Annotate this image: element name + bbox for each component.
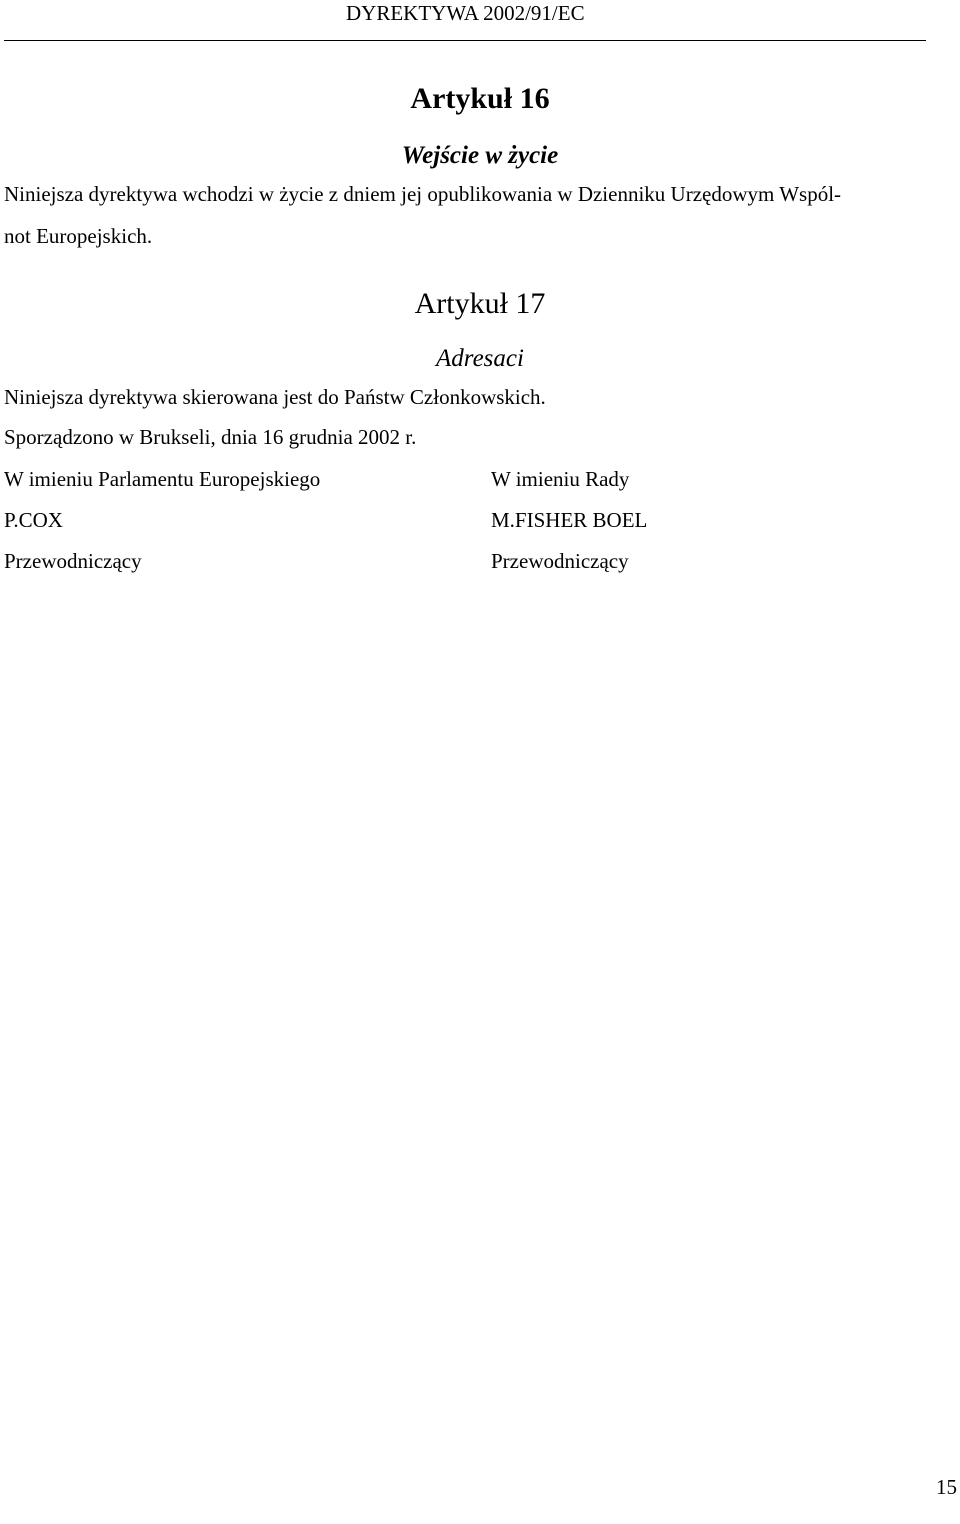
parliament-on-behalf: W imieniu Parlamentu Europejskiego bbox=[4, 467, 321, 491]
council-signatory-role: Przewodniczący bbox=[491, 549, 629, 573]
article-16-text-line-2: not Europejskich. bbox=[4, 224, 153, 248]
parliament-signatory-name: P.COX bbox=[4, 508, 63, 532]
article-16-text-line-1: Niniejsza dyrektywa wchodzi w życie z dniem jej opublikowania w Dzienniku Urzędowym Wspól- bbox=[4, 182, 842, 206]
council-signatory-name: M.FISHER BOEL bbox=[491, 508, 648, 532]
article-16-heading: Artykuł 16 bbox=[410, 82, 550, 115]
article-17-subheading: Adresaci bbox=[436, 345, 524, 372]
article-17-text: Niniejsza dyrektywa skierowana jest do Państw Członkowskich. bbox=[4, 385, 546, 409]
header-rule bbox=[4, 40, 926, 41]
page-number: 15 bbox=[936, 1475, 957, 1499]
council-on-behalf: W imieniu Rady bbox=[491, 467, 630, 491]
parliament-signatory-role: Przewodniczący bbox=[4, 549, 142, 573]
running-header: DYREKTYWA 2002/91/EC bbox=[346, 1, 585, 25]
drawn-up-statement: Sporządzono w Brukseli, dnia 16 grudnia 2002 r. bbox=[4, 425, 417, 449]
article-16-subheading: Wejście w życie bbox=[401, 142, 559, 169]
article-17-heading: Artykuł 17 bbox=[414, 287, 546, 320]
